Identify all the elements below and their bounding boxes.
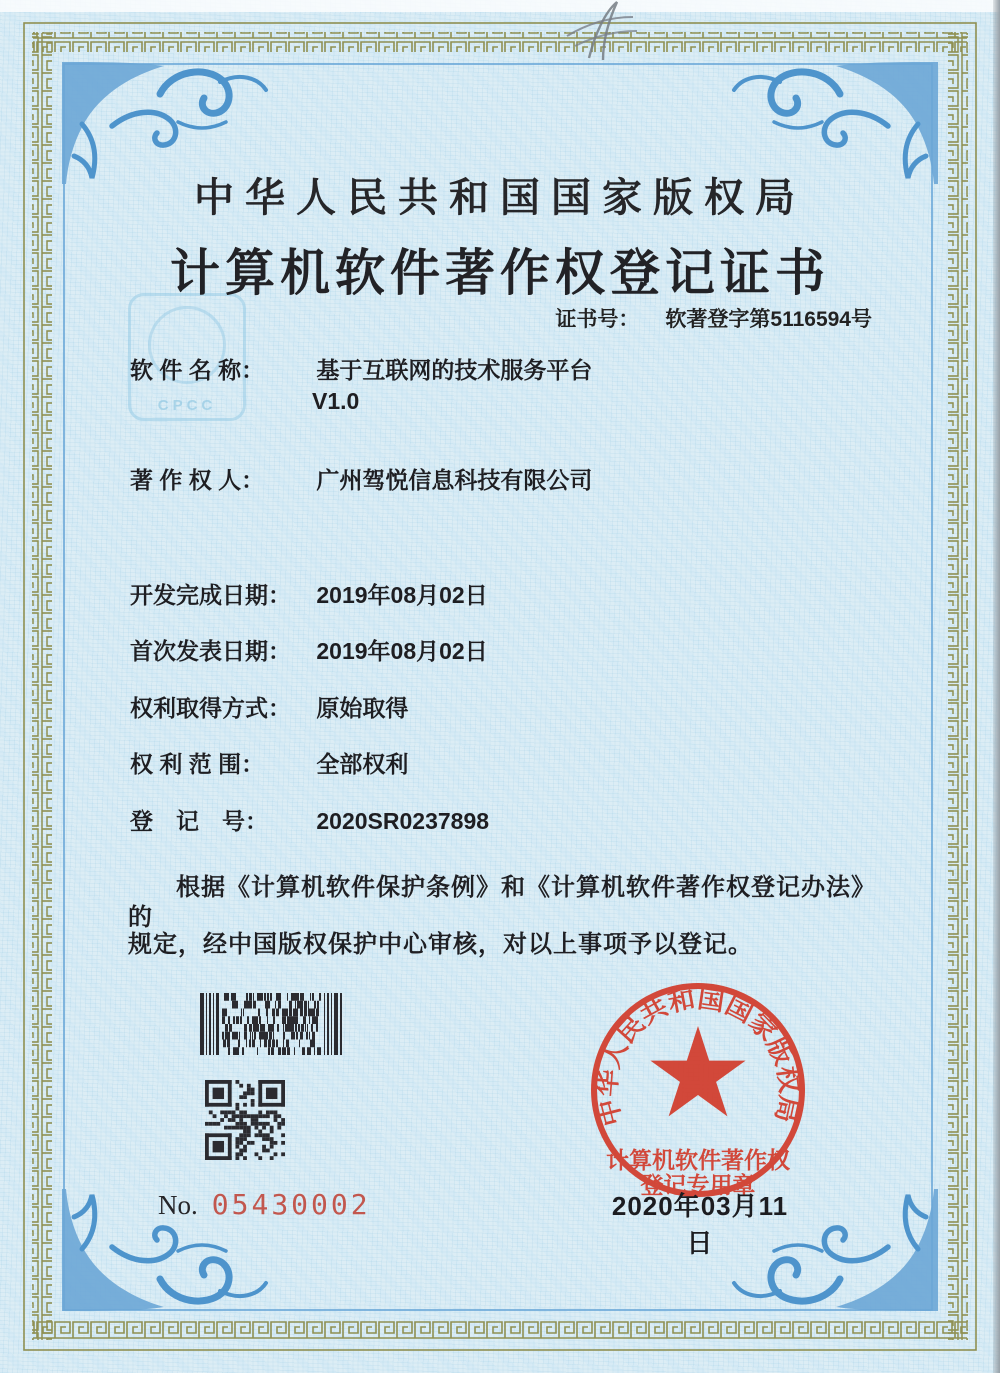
field-rights-scope — [130, 746, 408, 779]
field-first-publish-date — [130, 633, 488, 666]
field-value: 基于互联网的技术服务平台 — [316, 357, 593, 383]
serial-number-line — [158, 1188, 371, 1221]
greek-key-band-right — [948, 33, 968, 1340]
field-label: 首次发表日期： — [130, 638, 291, 664]
serial-number: 05430002 — [211, 1188, 371, 1221]
field-software-name — [130, 352, 592, 385]
field-label: 著 作 权 人： — [130, 467, 265, 493]
certificate-number-line — [555, 303, 872, 333]
field-value: 原始取得 — [316, 695, 409, 721]
field-registration-number — [130, 803, 489, 836]
pencil-scribble — [553, 0, 653, 62]
greek-key-band-top — [33, 32, 967, 52]
greek-key-band-bottom — [33, 1321, 967, 1341]
serial-prefix: No. — [158, 1190, 198, 1220]
seal-arc-text: 中华人民共和国国家版权局 — [593, 985, 803, 1129]
red-star-icon — [650, 1026, 745, 1116]
seal-line-2: 登记专用章 — [640, 1172, 756, 1198]
field-value: 2019年08月02日 — [316, 638, 488, 664]
field-software-version: V1.0 — [312, 388, 360, 414]
scan-edge-top — [0, 0, 1000, 12]
field-label: 权利取得方式： — [130, 695, 291, 721]
seal-line-1: 计算机软件著作权 — [606, 1147, 790, 1173]
official-red-seal — [573, 968, 823, 1218]
field-label: 软 件 名 称： — [130, 357, 265, 383]
field-dev-complete-date — [130, 577, 488, 610]
statement-line-2: 规定，经中国版权保护中心审核，对以上事项予以登记。 — [128, 931, 753, 958]
field-value: 2020SR0237898 — [316, 808, 490, 834]
certificate-number-label: 证书号： — [555, 308, 640, 331]
field-label: 开发完成日期： — [130, 582, 291, 608]
statement-line-1: 根据《计算机软件保护条例》和《计算机软件著作权登记办法》的 — [128, 874, 876, 931]
field-label: 权 利 范 围： — [130, 751, 265, 777]
field-value: 2019年08月02日 — [316, 582, 488, 608]
authority-title: 中华人民共和国国家版权局 — [194, 175, 806, 220]
field-copyright-owner — [130, 462, 592, 495]
issue-date: 2020年03月11日 — [611, 1191, 789, 1258]
cpcc-watermark-text: CPCC — [157, 397, 217, 414]
field-label: 登 记 号： — [130, 808, 268, 834]
qr-code — [205, 1080, 285, 1160]
field-value: 广州驾悦信息科技有限公司 — [316, 467, 593, 493]
pdf417-barcode — [200, 993, 345, 1055]
field-rights-acquisition — [130, 690, 408, 723]
greek-key-band-left — [32, 33, 52, 1340]
certificate-title: 计算机软件著作权登记证书 — [170, 245, 830, 301]
certificate-number-value: 软著登字第5116594号 — [665, 308, 872, 331]
field-value: 全部权利 — [316, 751, 409, 777]
